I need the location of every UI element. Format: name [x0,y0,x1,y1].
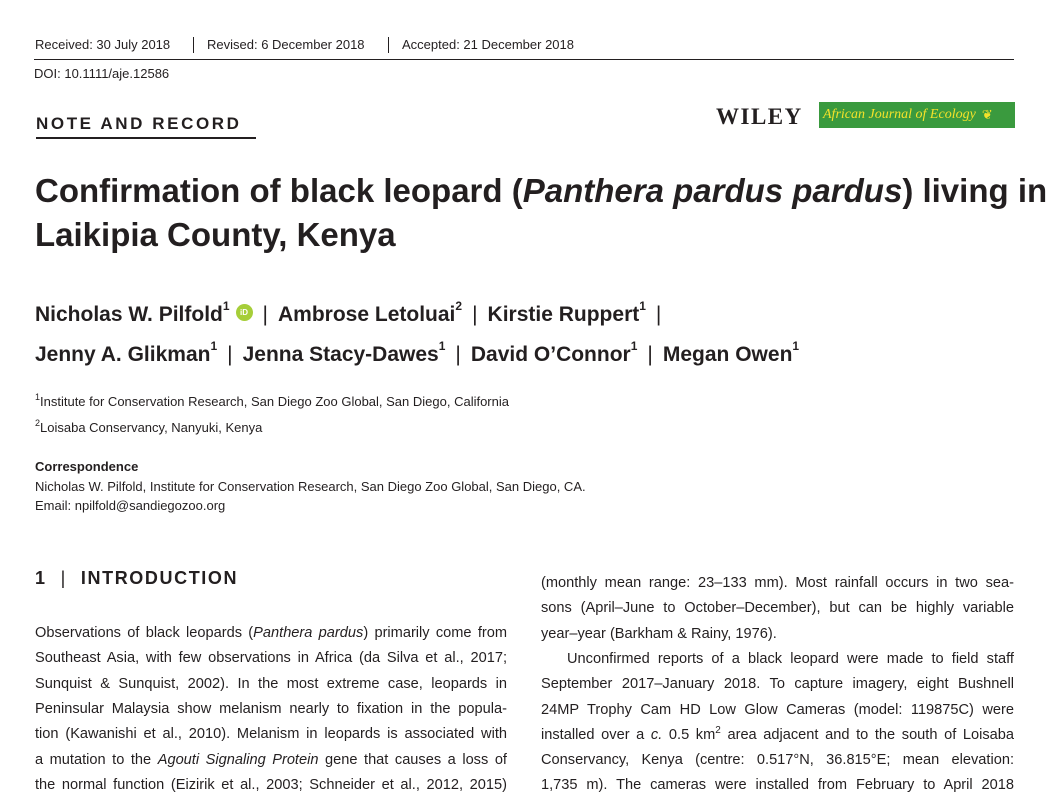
author-name[interactable]: Nicholas W. Pilfold$^1$ [35,299,230,326]
section-title: INTRODUCTION [80,568,239,588]
body-text-line: installed over a c. 0.5 $km^2$ area adjacent and to the south of Loisaba [541,724,1015,743]
accepted-date: Accepted: 21 December 2018 [402,37,574,52]
body-text-line: year–year (Barkham & Rainy, 1976). [541,625,777,642]
title-text: ) living in [902,172,1047,209]
body-text-line: sons (April–June to October–December), but can be highly variable [541,600,1014,617]
affiliation-mark: 1 [222,299,230,313]
body-text-line: Unconfirmed reports of a black leopard were made to field staff [567,650,1014,667]
body-text-line: Peninsular Malaysia show melanism nearly to fixation in the popula- [35,700,507,717]
correspondence-email[interactable]: Email: npilfold@sandiegozoo.org [35,498,226,513]
author-separator: | [472,303,478,326]
body-text-line: the normal function (Eizirik et al., 2003; Schneider et al., 2012, 2015) [35,776,507,793]
correspondence-heading: Correspondence [35,459,139,474]
header-rule [34,59,1014,60]
received-date: Received: 30 July 2018 [35,37,171,52]
author-separator: | [655,303,662,326]
author-line-2 [35,339,800,367]
section-number: 1 [35,568,47,588]
affiliation-mark: 1 [792,339,800,353]
revised-date: Revised: 6 December 2018 [207,37,365,52]
affiliation-mark: 1 [210,339,218,353]
body-text-line: 1,735 m). The cameras were installed from February to April 2018 [541,777,1014,794]
author-name[interactable]: Jenny A. Glikman$^1$ [35,339,218,366]
header-divider [388,37,389,53]
body-text-line: 24MP Trophy Cam HD Low Glow Cameras (model: 119875C) were [541,701,1014,718]
body-text-line: Sunquist & Sunquist, 2002). In the most extreme case, leopards in [35,675,507,692]
author-separator: | [227,343,233,366]
journal-name: African Journal of Ecology [823,107,976,122]
heading-separator: | [60,568,67,588]
author-separator: | [647,343,653,366]
title-text: Confirmation of black leopard ( [35,172,523,209]
section-heading-introduction [35,568,238,589]
orcid-icon[interactable]: iD [236,304,253,321]
author-line-1 [35,299,671,327]
affiliation-1: $^1$Institute for Conservation Research, San Diego Zoo Global, San Diego, California [35,392,509,409]
body-text-line: September 2017–January 2018. To capture imagery, eight Bushnell [541,676,1014,693]
affiliation-2: $^2$Loisaba Conservancy, Nanyuki, Kenya [35,418,263,435]
title-line-2: Laikipia County, Kenya [35,216,396,253]
article-type-rule [36,137,256,139]
doi-link[interactable]: DOI: 10.1111/aje.12586 [34,66,170,81]
author-name[interactable]: Megan Owen$^1$ [662,339,800,366]
article-type-label: NOTE AND RECORD [36,114,242,133]
body-text-line: tion (Kawanishi et al., 2010). Melanism in leopards is associated with [35,726,507,743]
article-title [35,169,1047,257]
author-separator: | [455,343,461,366]
affiliation-mark: 1 [438,339,446,353]
body-text-line: Conservancy, Kenya (centre: 0.517°N, 36.815°E; mean elevation: [541,752,1014,769]
affiliation-mark: 1 [639,299,646,313]
author-name[interactable]: Ambrose Letoluai$^2$ [278,299,463,326]
body-text-line: Southeast Asia, with few observations in Africa (da Silva et al., 2017; [35,650,507,667]
body-text-line: Observations of black leopards (Panthera pardus) primarily come from [35,625,508,641]
author-separator: | [262,303,269,326]
author-name[interactable]: Kirstie Ruppert$^1$ [487,299,646,326]
body-text-line: a mutation to the Agouti Signaling Protein gene that causes a loss of [35,751,507,768]
antelope-icon: ❦ [981,107,993,122]
journal-logo [819,102,1015,128]
title-species: Panthera pardus pardus [522,172,903,209]
wiley-logo: WILEY [716,104,803,129]
affiliation-mark: 1 [630,339,638,353]
correspondence-address: Nicholas W. Pilfold, Institute for Conservation Research, San Diego Zoo Global, San Diego, CA. [35,479,586,494]
header-divider [193,37,194,53]
body-text-line: (monthly mean range: 23–133 mm). Most rainfall occurs in two sea- [541,575,1014,591]
affiliation-mark: 2 [455,299,463,313]
author-name[interactable]: David O’Connor$^1$ [470,339,638,366]
author-name[interactable]: Jenna Stacy-Dawes$^1$ [242,339,446,366]
